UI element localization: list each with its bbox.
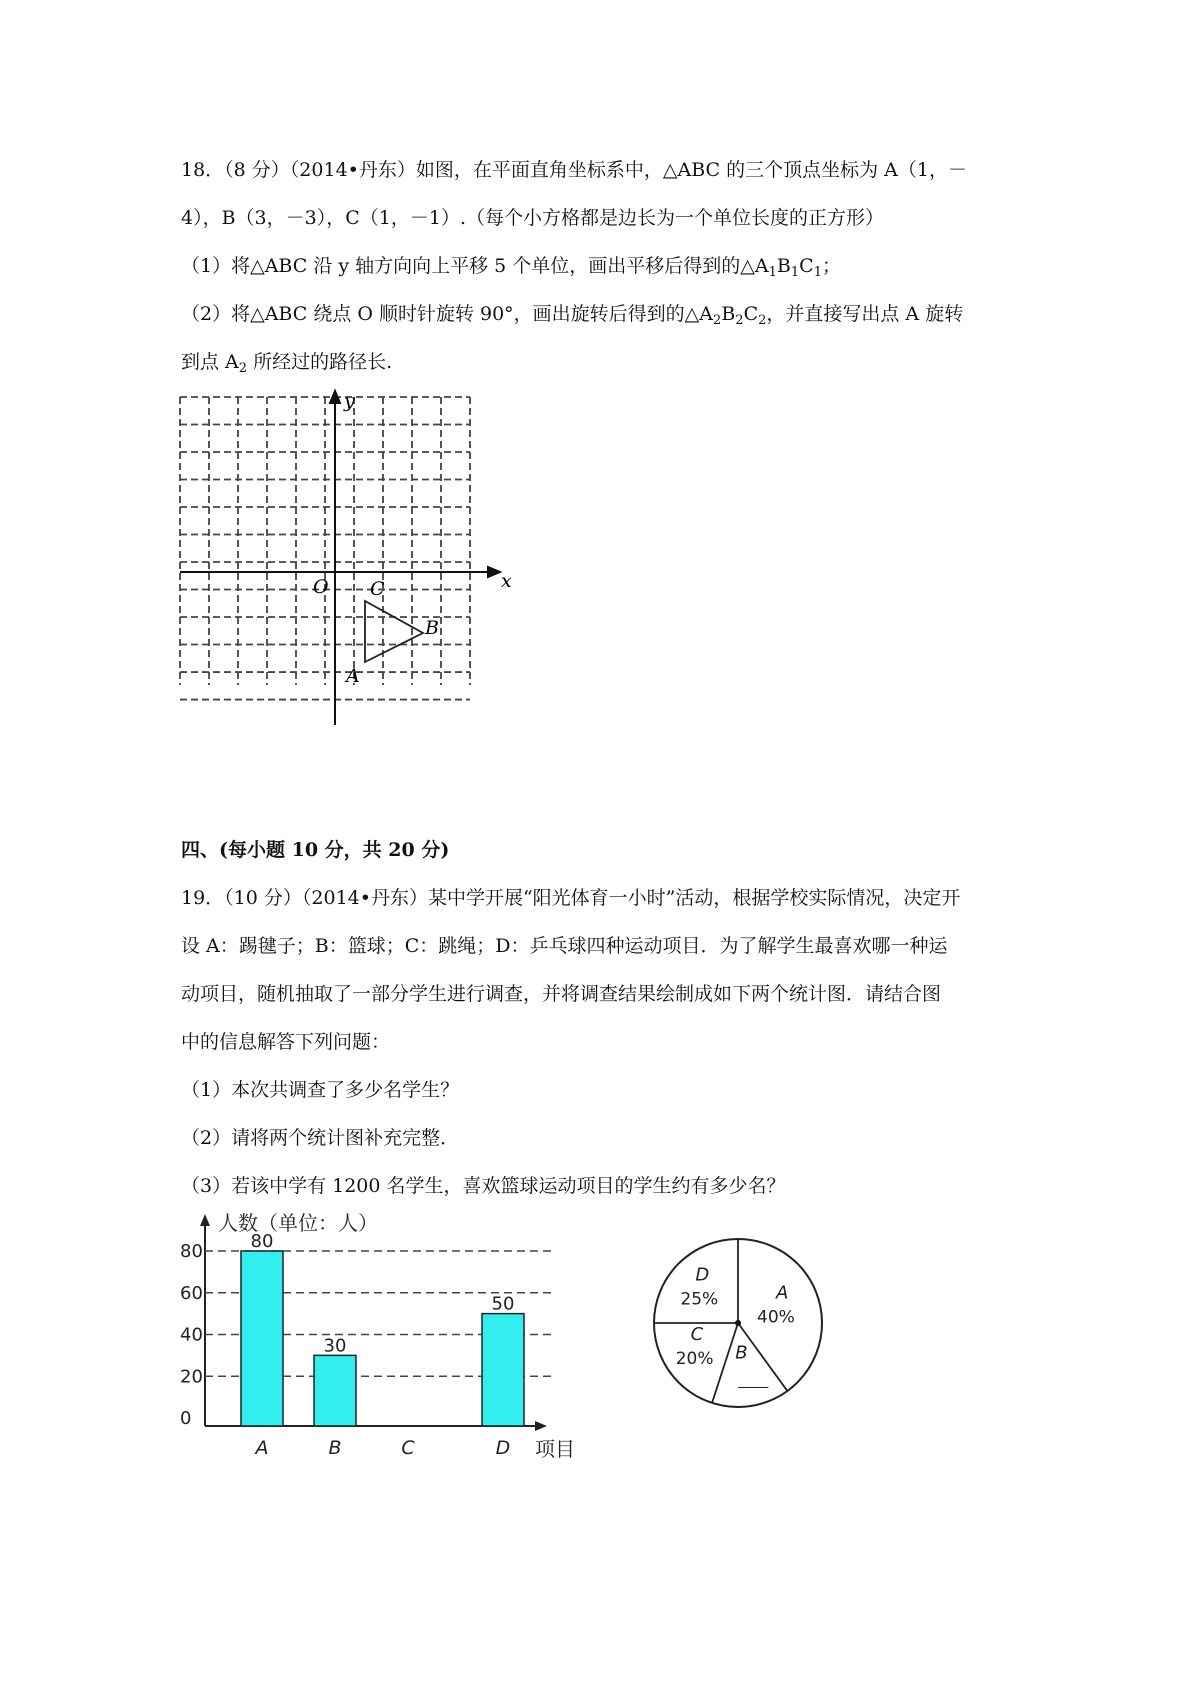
dashed-grid <box>180 397 470 700</box>
subscript: 2 <box>238 361 248 376</box>
category-label: D <box>495 1437 511 1459</box>
category-label: C <box>401 1437 415 1459</box>
q19-line-4: 中的信息解答下列问题： <box>181 1031 391 1053</box>
data-label: 30 <box>323 1335 347 1357</box>
slice-label-B: B <box>735 1342 748 1364</box>
y-tick-label: 40 <box>180 1324 203 1346</box>
subscript: 2 <box>713 313 722 328</box>
subscript: 2 <box>735 313 744 328</box>
vertex-label: C <box>799 255 814 277</box>
q19-question-3: （3）若该中学有 1200 名学生，喜欢篮球运动项目的学生约有多少名？ <box>181 1175 786 1197</box>
q18-line-1: 18．（8 分）（2014•丹东）如图，在平面直角坐标系中，△ABC 的三个顶点坐标为 A（1，－ <box>181 159 967 181</box>
vertex-label: C <box>743 303 759 325</box>
q18-part-3-end: 所经过的路径长. <box>247 351 393 373</box>
y-tick-label: 60 <box>180 1282 203 1304</box>
y-tick-label: 80 <box>180 1241 203 1262</box>
q18-part-2-text: （2）将△ABC 绕点 O 顺时针旋转 90°，画出旋转后得到的△A <box>181 303 714 325</box>
x-axis-label: x <box>501 570 512 592</box>
bar-D <box>482 1314 524 1426</box>
bar-B <box>314 1355 356 1426</box>
triangle-abc <box>365 601 423 662</box>
q19-line-3: 动项目，随机抽取了一部分学生进行调查，并将调查结果绘制成如下两个统计图．请结合图 <box>181 983 942 1005</box>
q19-question-2: （2）请将两个统计图补充完整． <box>181 1127 460 1149</box>
x-axis-arrow <box>535 1421 547 1431</box>
vertex-a-label: A <box>346 665 360 687</box>
y-axis-arrow <box>200 1214 210 1226</box>
category-label: A <box>255 1437 269 1459</box>
q18-line-2: 4），B（3，－3），C（1，－1）.（每个小方格都是边长为一个单位长度的正方形） <box>181 207 884 229</box>
q18-part-3-text: 到点 A <box>181 351 239 373</box>
slice-blank: ____ <box>738 1370 769 1389</box>
axes <box>180 391 500 725</box>
data-label: 50 <box>491 1293 515 1315</box>
vertex-label: B <box>776 255 791 277</box>
vertex-b-label: B <box>425 617 439 639</box>
y-tick-label: 0 <box>180 1408 192 1429</box>
category-label: B <box>328 1437 342 1459</box>
y-axis-label: 人数（单位：人） <box>218 1211 378 1235</box>
subscript: 1 <box>790 265 800 280</box>
q18-part-2 <box>181 302 963 333</box>
slice-label-A: A <box>775 1282 789 1304</box>
y-axis-arrow <box>330 391 340 403</box>
slice-label-C: C <box>690 1324 704 1346</box>
y-tick-label: 20 <box>180 1366 203 1388</box>
slice-percent: 40% <box>757 1307 795 1328</box>
subscript: 1 <box>813 265 822 280</box>
q18-part-2-end: ，并直接写出点 A 旋转 <box>766 303 964 325</box>
x-axis-label: 项目 <box>535 1437 575 1461</box>
subscript: 2 <box>758 313 767 328</box>
slice-label-D: D <box>695 1264 710 1286</box>
origin-label: O <box>313 576 329 598</box>
q18-part-1-text: （1）将△ABC 沿 y 轴方向向上平移 5 个单位，画出平移后得到的△A <box>181 255 769 277</box>
bar-chart <box>180 1208 610 1473</box>
q19-line-2: 设 A：踢毽子；B：篮球；C：跳绳；D：乒乓球四种运动项目．为了解学生最喜欢哪一种运 <box>181 935 948 957</box>
section-heading: 四、(每小题 10 分，共 20 分) <box>181 839 450 861</box>
punctuation: ； <box>822 255 842 277</box>
q18-part-3 <box>181 350 392 381</box>
subscript: 1 <box>768 265 777 280</box>
coordinate-grid-figure <box>170 385 530 730</box>
slice-percent: 25% <box>680 1289 719 1310</box>
q19-line-1: 19．（10 分）（2014•丹东）某中学开展“阳光体育一小时”活动，根据学校实际情况，决定开 <box>181 887 961 909</box>
q19-question-1: （1）本次共调查了多少名学生？ <box>181 1079 460 1101</box>
vertex-c-label: C <box>370 578 385 600</box>
bar-A <box>241 1251 283 1426</box>
pie-center <box>735 1320 741 1326</box>
vertex-label: B <box>721 303 736 325</box>
q18-part-1 <box>181 254 841 285</box>
data-label: 80 <box>250 1231 274 1252</box>
pie-chart <box>650 1235 830 1415</box>
y-axis-label: y <box>344 390 355 412</box>
slice-percent: 20% <box>675 1349 714 1370</box>
x-axis-arrow <box>488 567 500 577</box>
